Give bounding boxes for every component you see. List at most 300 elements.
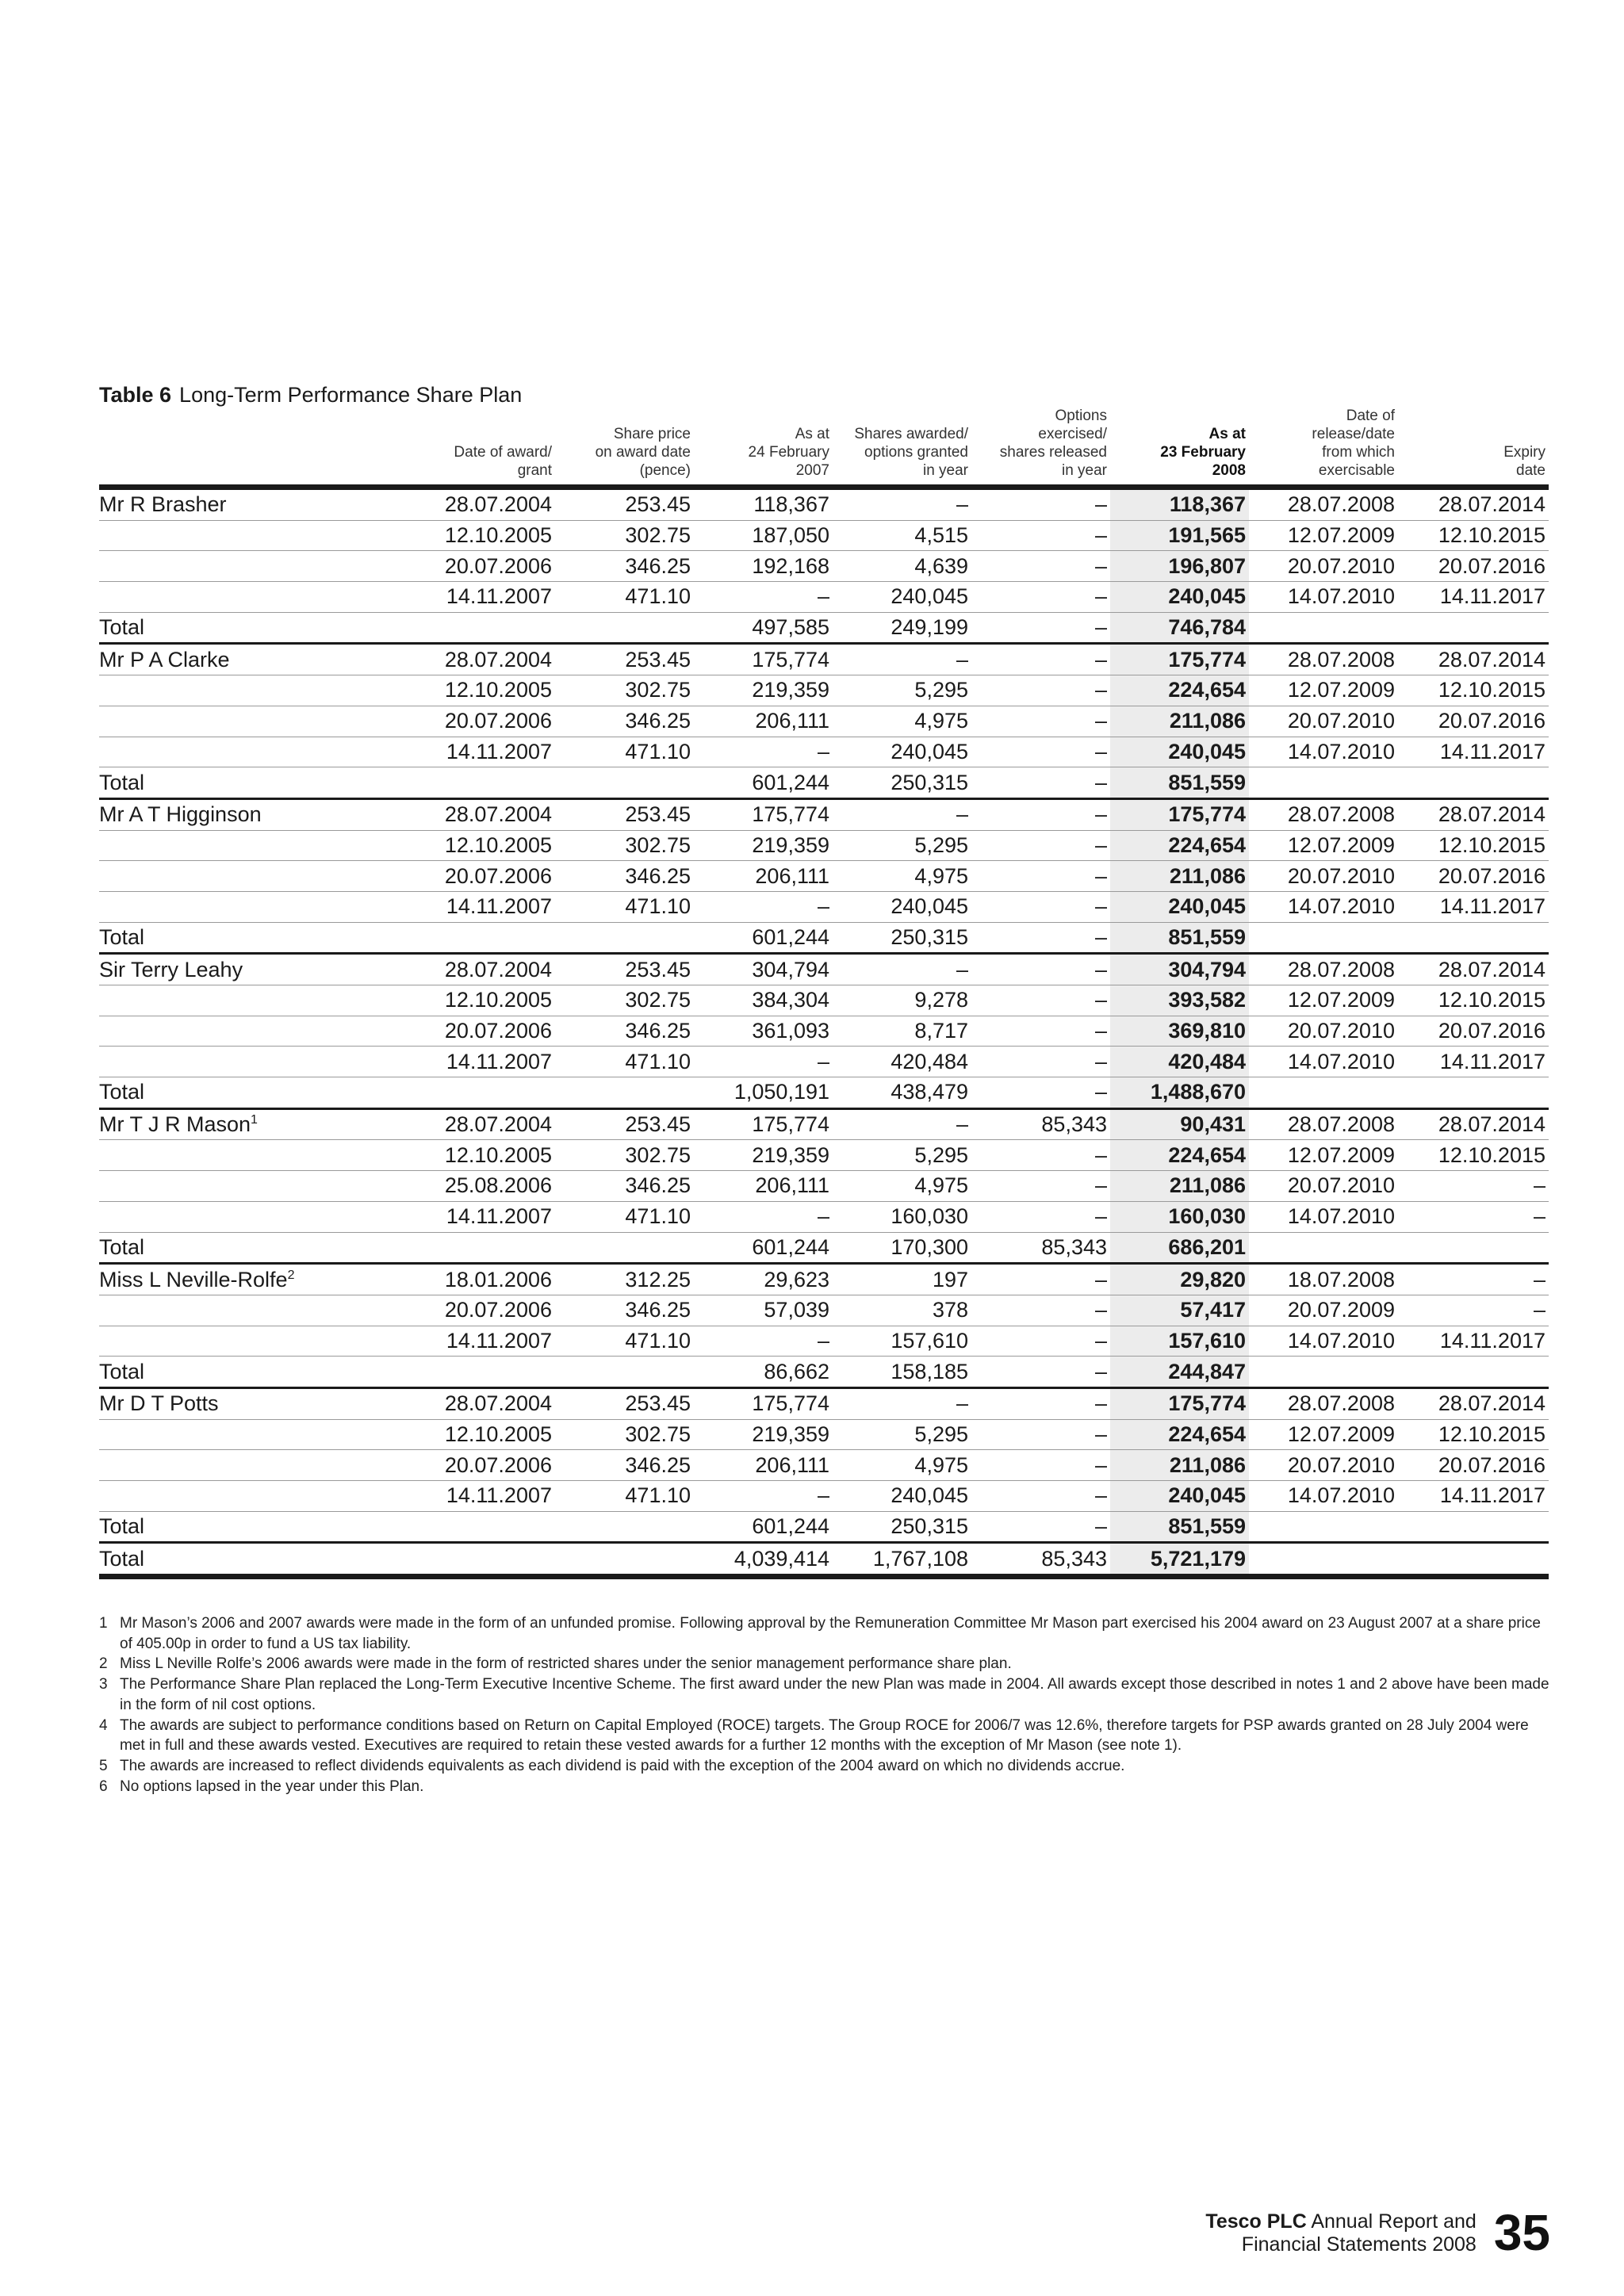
table-cell: – [971, 954, 1110, 985]
footnote-text: The awards are subject to performance conditions based on Return on Capital Employed (ROCE) targets. The Group ROCE for 2006/7 was 12.6%, therefore targets for PSP awards granted on 28 July 2004 were met in full and these awards vested. Executives are required to retain these vested awards for a further 12 months with the exception of Mr Mason (see note 1). [120, 1716, 1529, 1755]
table-cell: 175,774 [694, 1108, 833, 1140]
table-cell: 118,367 [694, 488, 833, 521]
table-cell: 20.07.2010 [1249, 1016, 1398, 1047]
table-cell: 20.07.2006 [416, 1295, 555, 1326]
footnote-number: 2 [99, 1655, 108, 1673]
total-cell [1249, 922, 1398, 954]
table-cell: – [971, 1295, 1110, 1326]
table-cell: – [694, 582, 833, 613]
column-header-line: in year [1061, 462, 1107, 479]
footnote-number: 4 [99, 1716, 108, 1734]
table-cell: 312.25 [555, 1264, 694, 1295]
total-row [99, 1232, 1549, 1264]
total-cell [416, 1357, 555, 1388]
page-footer [1205, 2204, 1550, 2261]
total-cell [416, 1077, 555, 1109]
column-header [694, 407, 833, 488]
share-plan-table [99, 407, 1549, 1579]
total-cell: Total [99, 767, 416, 799]
table-cell: 20.07.2010 [1249, 1171, 1398, 1202]
table-cell: 346.25 [555, 706, 694, 737]
total-cell: 86,662 [694, 1357, 833, 1388]
table-cell: 12.10.2015 [1398, 985, 1549, 1016]
total-cell: 851,559 [1110, 922, 1249, 954]
table-cell [99, 1047, 416, 1077]
total-cell: 746,784 [1110, 612, 1249, 644]
table-cell: 12.10.2015 [1398, 1140, 1549, 1171]
table-cell: 187,050 [694, 520, 833, 551]
table-cell: 211,086 [1110, 1171, 1249, 1202]
grand-total-cell: 1,767,108 [833, 1543, 971, 1577]
column-header-line: exercised/ [1038, 426, 1107, 442]
column-header-line: Options [1055, 408, 1107, 424]
table-cell: 28.07.2014 [1398, 488, 1549, 521]
footnote-text: No options lapsed in the year under this Plan. [120, 1777, 424, 1795]
table-cell: – [971, 706, 1110, 737]
column-header [1249, 407, 1398, 488]
table-cell: 8,717 [833, 1016, 971, 1047]
table-cell: 12.10.2015 [1398, 830, 1549, 861]
grand-total-cell [555, 1543, 694, 1577]
total-row [99, 1077, 1549, 1109]
column-header-line: options granted [864, 444, 968, 461]
table-cell: 253.45 [555, 488, 694, 521]
table-cell: 206,111 [694, 1450, 833, 1481]
table-row [99, 954, 1549, 985]
table-cell: 28.07.2004 [416, 798, 555, 830]
footnote [99, 1674, 1550, 1715]
table-cell: 20.07.2016 [1398, 1450, 1549, 1481]
column-header [99, 407, 416, 488]
total-cell [1249, 1232, 1398, 1264]
table-cell: 118,367 [1110, 488, 1249, 521]
table-cell: 20.07.2006 [416, 551, 555, 582]
table-cell [99, 1295, 416, 1326]
table-cell: 211,086 [1110, 861, 1249, 892]
table-cell: 28.07.2004 [416, 488, 555, 521]
table-cell: 4,975 [833, 861, 971, 892]
total-cell: 85,343 [971, 1232, 1110, 1264]
table-cell: 240,045 [833, 737, 971, 767]
table-cell: 14.11.2007 [416, 737, 555, 767]
footer-report-line2: Financial Statements 2008 [1241, 2233, 1477, 2256]
column-header-line: 2008 [1212, 462, 1246, 479]
table-row [99, 1387, 1549, 1419]
table-cell: 157,610 [1110, 1326, 1249, 1357]
table-cell [99, 1171, 416, 1202]
table-cell: 240,045 [1110, 1481, 1249, 1512]
column-header [1398, 407, 1549, 488]
table-cell: 369,810 [1110, 1016, 1249, 1047]
table-cell: – [833, 1108, 971, 1140]
table-cell: 14.11.2007 [416, 1481, 555, 1512]
column-header [971, 407, 1110, 488]
table-cell: 29,623 [694, 1264, 833, 1295]
table-cell: – [971, 737, 1110, 767]
total-cell: 249,199 [833, 612, 971, 644]
table-row [99, 582, 1549, 613]
person-name [99, 644, 416, 675]
table-cell [99, 1419, 416, 1450]
column-header-line: Date of [1346, 408, 1395, 424]
table-cell: 57,417 [1110, 1295, 1249, 1326]
table-cell: – [694, 737, 833, 767]
table-cell [99, 706, 416, 737]
total-cell: 851,559 [1110, 1511, 1249, 1543]
table-cell: 219,359 [694, 1419, 833, 1450]
table-cell: 192,168 [694, 551, 833, 582]
footnote [99, 1777, 1550, 1797]
total-cell [1398, 612, 1549, 644]
table-cell: – [971, 675, 1110, 706]
table-cell: 5,295 [833, 1140, 971, 1171]
table-cell: 28.07.2014 [1398, 954, 1549, 985]
table-cell: 211,086 [1110, 1450, 1249, 1481]
total-cell: 601,244 [694, 767, 833, 799]
table-row [99, 737, 1549, 767]
table-cell: – [694, 1047, 833, 1077]
total-cell: Total [99, 1511, 416, 1543]
table-cell [99, 1450, 416, 1481]
table-cell: – [1398, 1295, 1549, 1326]
table-row [99, 1140, 1549, 1171]
table-cell: 253.45 [555, 1387, 694, 1419]
table-cell: 253.45 [555, 1108, 694, 1140]
table-cell: 12.07.2009 [1249, 830, 1398, 861]
total-cell: Total [99, 1357, 416, 1388]
table-cell [99, 861, 416, 892]
table-cell: 20.07.2010 [1249, 861, 1398, 892]
total-cell: 244,847 [1110, 1357, 1249, 1388]
table-cell: 191,565 [1110, 520, 1249, 551]
table-cell: 302.75 [555, 1419, 694, 1450]
table-cell: 224,654 [1110, 1419, 1249, 1450]
total-cell: 438,479 [833, 1077, 971, 1109]
table-cell [99, 520, 416, 551]
table-cell: 20.07.2016 [1398, 1016, 1549, 1047]
table-cell: 197 [833, 1264, 971, 1295]
table-cell: – [833, 1387, 971, 1419]
table-cell: 14.11.2007 [416, 891, 555, 922]
footer-text [1205, 2210, 1476, 2256]
total-cell: 250,315 [833, 767, 971, 799]
table-cell: 302.75 [555, 1140, 694, 1171]
total-cell [555, 1077, 694, 1109]
total-cell: – [971, 1357, 1110, 1388]
footnote-text: The Performance Share Plan replaced the Long-Term Executive Incentive Scheme. The first award under the new Plan was made in 2004. All awards except those described in notes 1 and 2 above have been made in the form of nil cost options. [120, 1676, 1549, 1713]
table-row [99, 1047, 1549, 1077]
column-header [833, 407, 971, 488]
table-cell: 20.07.2006 [416, 1450, 555, 1481]
table-cell: – [833, 644, 971, 675]
table-cell: 14.11.2007 [416, 582, 555, 613]
table-cell: – [694, 891, 833, 922]
table-cell: 219,359 [694, 1140, 833, 1171]
column-header-line: Expiry [1503, 444, 1545, 461]
table-row [99, 1326, 1549, 1357]
table-row [99, 891, 1549, 922]
table-cell: 20.07.2006 [416, 1016, 555, 1047]
table-cell: 420,484 [1110, 1047, 1249, 1077]
table-cell: – [971, 582, 1110, 613]
footnote-text: The awards are increased to reflect dividends equivalents as each dividend is paid with the exception of the 2004 award on which no dividends accrue. [120, 1757, 1125, 1774]
table-header-row [99, 407, 1549, 488]
person-name-text: Miss L Neville-Rolfe [99, 1267, 288, 1292]
footnote-text: Mr Mason’s 2006 and 2007 awards were made in the form of an unfunded promise. Following approval by the Remuneration Committee Mr Mason part exercised his 2004 award on 23 August 2007 at a share price of 405.00p in order to fund a US tax liability. [120, 1615, 1541, 1652]
column-header-line: Share price [613, 426, 691, 442]
person-name [99, 798, 416, 830]
total-row [99, 1357, 1549, 1388]
table-cell: 14.11.2017 [1398, 1047, 1549, 1077]
person-name-text: Mr P A Clarke [99, 647, 230, 672]
table-row [99, 1264, 1549, 1295]
table-cell: 4,515 [833, 520, 971, 551]
table-caption: Long-Term Performance Share Plan [179, 383, 523, 407]
column-header-line: As at [1208, 426, 1246, 442]
table-cell: – [971, 1047, 1110, 1077]
table-cell: 302.75 [555, 985, 694, 1016]
total-cell [1398, 1511, 1549, 1543]
table-cell: 20.07.2010 [1249, 1450, 1398, 1481]
table-cell: 28.07.2014 [1398, 1387, 1549, 1419]
table-cell: 28.07.2008 [1249, 1108, 1398, 1140]
table-cell: 14.07.2010 [1249, 1326, 1398, 1357]
grand-total-cell [1398, 1543, 1549, 1577]
table-cell: 28.07.2004 [416, 644, 555, 675]
table-cell: 14.07.2010 [1249, 737, 1398, 767]
table-cell: 160,030 [833, 1201, 971, 1232]
footnote-ref: 1 [251, 1113, 258, 1127]
total-cell [555, 1357, 694, 1388]
table-cell: 471.10 [555, 582, 694, 613]
table-cell: 240,045 [1110, 737, 1249, 767]
table-cell: – [971, 1387, 1110, 1419]
total-cell [416, 612, 555, 644]
table-cell: 12.10.2005 [416, 830, 555, 861]
grand-total-cell: Total [99, 1543, 416, 1577]
table-cell: 28.07.2014 [1398, 644, 1549, 675]
table-row [99, 1171, 1549, 1202]
table-cell: 20.07.2009 [1249, 1295, 1398, 1326]
table-cell: 471.10 [555, 1481, 694, 1512]
table-cell: 12.07.2009 [1249, 1140, 1398, 1171]
table-cell: – [971, 1140, 1110, 1171]
table-row [99, 1016, 1549, 1047]
table-cell: 175,774 [694, 1387, 833, 1419]
table-cell: – [971, 985, 1110, 1016]
table-cell: – [971, 1481, 1110, 1512]
total-cell: – [971, 767, 1110, 799]
table-row [99, 520, 1549, 551]
total-cell: 601,244 [694, 922, 833, 954]
table-cell: 12.10.2005 [416, 985, 555, 1016]
table-cell: 253.45 [555, 644, 694, 675]
footnote [99, 1654, 1550, 1674]
total-cell [416, 922, 555, 954]
table-cell: 12.10.2005 [416, 520, 555, 551]
column-header-line: exercisable [1318, 462, 1395, 479]
total-cell [1249, 767, 1398, 799]
table-cell [99, 737, 416, 767]
table-cell: 420,484 [833, 1047, 971, 1077]
total-row [99, 767, 1549, 799]
table-cell: 14.07.2010 [1249, 1201, 1398, 1232]
table-cell: 211,086 [1110, 706, 1249, 737]
table-cell: 20.07.2006 [416, 706, 555, 737]
column-header-line: 23 February [1160, 444, 1246, 461]
total-cell [555, 767, 694, 799]
total-cell [1398, 922, 1549, 954]
table-cell: 471.10 [555, 1326, 694, 1357]
total-cell [1249, 1077, 1398, 1109]
table-cell: 219,359 [694, 675, 833, 706]
total-cell [1249, 1511, 1398, 1543]
table-cell: 224,654 [1110, 675, 1249, 706]
total-cell: 250,315 [833, 922, 971, 954]
table-cell: 14.07.2010 [1249, 891, 1398, 922]
table-cell: 12.10.2015 [1398, 1419, 1549, 1450]
table-number: Table 6 [99, 383, 172, 407]
table-cell: – [1398, 1171, 1549, 1202]
total-cell: – [971, 922, 1110, 954]
table-cell: 28.07.2014 [1398, 798, 1549, 830]
total-cell [1398, 1077, 1549, 1109]
table-cell: 346.25 [555, 1450, 694, 1481]
footnote [99, 1756, 1550, 1777]
table-cell: 240,045 [833, 891, 971, 922]
total-cell: 851,559 [1110, 767, 1249, 799]
table-row [99, 830, 1549, 861]
table-cell: – [971, 1171, 1110, 1202]
table-cell: 90,431 [1110, 1108, 1249, 1140]
table-cell: 28.07.2004 [416, 954, 555, 985]
total-cell [555, 1511, 694, 1543]
grand-total-cell [416, 1543, 555, 1577]
table-cell [99, 1201, 416, 1232]
table-cell: – [971, 1326, 1110, 1357]
column-header-line: date [1516, 462, 1545, 479]
table-cell: – [971, 488, 1110, 521]
footnote [99, 1716, 1550, 1756]
table-cell: 4,975 [833, 1450, 971, 1481]
table-cell: 4,639 [833, 551, 971, 582]
person-name [99, 1387, 416, 1419]
column-header-line: (pence) [639, 462, 691, 479]
table-cell [99, 675, 416, 706]
table-cell [99, 1016, 416, 1047]
table-cell: 196,807 [1110, 551, 1249, 582]
table-cell: 12.07.2009 [1249, 985, 1398, 1016]
table-row [99, 551, 1549, 582]
table-cell: 175,774 [694, 644, 833, 675]
table-cell: 12.10.2015 [1398, 675, 1549, 706]
footnote-number: 3 [99, 1676, 108, 1693]
table-cell: 18.01.2006 [416, 1264, 555, 1295]
table-row [99, 1108, 1549, 1140]
grand-total-cell: 5,721,179 [1110, 1543, 1249, 1577]
table-row [99, 644, 1549, 675]
table-cell: 12.10.2005 [416, 1419, 555, 1450]
table-cell: 14.11.2007 [416, 1201, 555, 1232]
table-cell: 14.11.2017 [1398, 891, 1549, 922]
table-cell: 85,343 [971, 1108, 1110, 1140]
table-cell: 12.10.2005 [416, 675, 555, 706]
table-cell: – [833, 488, 971, 521]
table-cell: 160,030 [1110, 1201, 1249, 1232]
table-cell: 5,295 [833, 675, 971, 706]
table-row [99, 1419, 1549, 1450]
table-row [99, 1295, 1549, 1326]
table-cell [99, 891, 416, 922]
grand-total-cell: 85,343 [971, 1543, 1110, 1577]
table-cell: 175,774 [1110, 1387, 1249, 1419]
column-header [1110, 407, 1249, 488]
total-cell [416, 1232, 555, 1264]
table-cell: 206,111 [694, 861, 833, 892]
footer-report-line1: Annual Report and [1311, 2210, 1477, 2233]
table-cell: 5,295 [833, 830, 971, 861]
table-cell: – [971, 861, 1110, 892]
table-cell: – [971, 1201, 1110, 1232]
column-header-line: Date of award/ [454, 444, 552, 461]
grand-total-cell: 4,039,414 [694, 1543, 833, 1577]
table-cell: – [694, 1201, 833, 1232]
person-name-text: Sir Terry Leahy [99, 957, 243, 982]
table-cell: 378 [833, 1295, 971, 1326]
page-number: 35 [1493, 2204, 1550, 2261]
table-cell: 361,093 [694, 1016, 833, 1047]
table-row [99, 798, 1549, 830]
total-cell: Total [99, 922, 416, 954]
table-cell: 28.07.2008 [1249, 798, 1398, 830]
footnotes [99, 1613, 1550, 1797]
table-cell: 206,111 [694, 1171, 833, 1202]
table-cell: 28.07.2004 [416, 1387, 555, 1419]
table-cell: 175,774 [1110, 798, 1249, 830]
table-cell: 14.07.2010 [1249, 1047, 1398, 1077]
table-cell: 4,975 [833, 706, 971, 737]
table-cell: – [971, 1419, 1110, 1450]
table-cell: 20.07.2016 [1398, 861, 1549, 892]
total-cell [1398, 1357, 1549, 1388]
table-cell: 302.75 [555, 830, 694, 861]
footnote-number: 1 [99, 1615, 108, 1632]
table-cell: – [694, 1481, 833, 1512]
column-header-line: As at [795, 426, 829, 442]
table-cell: 14.11.2017 [1398, 1481, 1549, 1512]
table-cell: 253.45 [555, 798, 694, 830]
table-cell: 18.07.2008 [1249, 1264, 1398, 1295]
table-cell: 471.10 [555, 1047, 694, 1077]
column-header-line: 24 February [748, 444, 829, 461]
table-cell: 14.11.2017 [1398, 737, 1549, 767]
table-cell: 219,359 [694, 830, 833, 861]
table-cell: 302.75 [555, 520, 694, 551]
table-cell: – [971, 644, 1110, 675]
table-cell: 346.25 [555, 1171, 694, 1202]
table-cell: 28.07.2008 [1249, 644, 1398, 675]
person-name [99, 1108, 416, 1140]
total-cell [1249, 612, 1398, 644]
table-title [99, 383, 522, 408]
table-cell: 28.07.2008 [1249, 954, 1398, 985]
table-cell: 471.10 [555, 1201, 694, 1232]
total-cell: 1,050,191 [694, 1077, 833, 1109]
person-name [99, 488, 416, 521]
table-cell: – [1398, 1264, 1549, 1295]
total-cell: 497,585 [694, 612, 833, 644]
table-cell: 20.07.2016 [1398, 551, 1549, 582]
